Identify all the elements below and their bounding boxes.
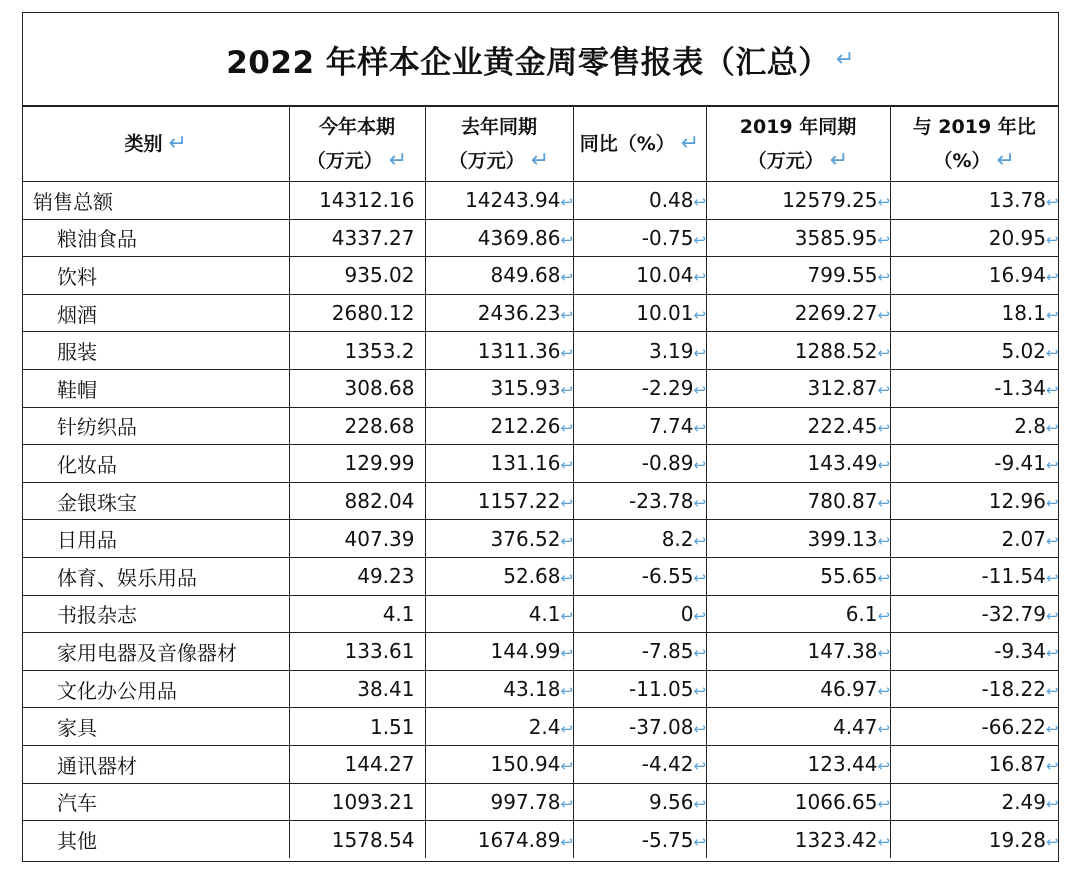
cell-cur: 882.04 [289,482,425,520]
cell-mark-icon: ↩ [560,418,574,437]
cell-mark-icon: ↩ [560,230,574,249]
table-row [23,670,1058,708]
table-row [23,783,1058,821]
cell-mark-icon: ↩ [877,456,891,475]
cell-mark-icon: ↩ [693,381,707,400]
report-frame [22,12,1059,862]
cell-vs2019: 18.1↩ [890,294,1058,332]
cell-mark-icon: ↩ [877,569,891,588]
cell-yoy: -0.75↩ [573,219,706,257]
row-category: 书报杂志 [23,595,289,633]
cell-cur: 49.23 [289,557,425,595]
cell-mark-icon: ↩ [1046,644,1059,663]
row-category: 通讯器材 [23,745,289,783]
cell-yoy: -7.85↩ [573,633,706,671]
cell-mark-icon: ↩ [560,794,574,813]
cell-vs2019: 16.94↩ [890,257,1058,295]
cell-y2019: 1323.42↩ [706,821,890,859]
paragraph-mark-icon: ↵ [388,148,408,173]
cell-mark-icon: ↩ [877,606,891,625]
cell-cur: 4337.27 [289,219,425,257]
cell-mark-icon: ↩ [1046,381,1059,400]
cell-y2019: 780.87↩ [706,482,890,520]
cell-mark-icon: ↩ [560,832,574,851]
header-vs-2019: 与 2019 年比 （%） ↵ [890,107,1058,182]
cell-mark-icon: ↩ [693,719,707,738]
table-row [23,332,1058,370]
cell-mark-icon: ↩ [1046,757,1059,776]
cell-y2019: 1066.65↩ [706,783,890,821]
cell-mark-icon: ↩ [693,418,707,437]
row-category: 饮料 [23,257,289,295]
cell-mark-icon: ↩ [560,494,574,513]
table-row [23,482,1058,520]
cell-mark-icon: ↩ [877,494,891,513]
cell-cur: 1578.54 [289,821,425,859]
cell-mark-icon: ↩ [877,343,891,362]
cell-yoy: 10.01↩ [573,294,706,332]
cell-mark-icon: ↩ [1046,343,1059,362]
cell-mark-icon: ↩ [560,757,574,776]
cell-cur: 144.27 [289,745,425,783]
cell-mark-icon: ↩ [693,306,707,325]
row-category: 日用品 [23,520,289,558]
cell-last: 1157.22↩ [425,482,573,520]
cell-vs2019: 2.49↩ [890,783,1058,821]
header-category: 类别 ↵ [23,107,289,182]
header-row [23,107,1058,182]
cell-mark-icon: ↩ [560,682,574,701]
cell-last: 4.1↩ [425,595,573,633]
cell-last: 4369.86↩ [425,219,573,257]
report-title: 2022 年样本企业黄金周零售报表（汇总） [226,44,830,81]
cell-cur: 2680.12 [289,294,425,332]
cell-mark-icon: ↩ [1046,494,1059,513]
cell-y2019: 799.55↩ [706,257,890,295]
row-category: 文化办公用品 [23,670,289,708]
paragraph-mark-icon: ↵ [829,148,849,173]
cell-mark-icon: ↩ [693,343,707,362]
table-row [23,557,1058,595]
cell-yoy: 7.74↩ [573,407,706,445]
cell-mark-icon: ↩ [693,644,707,663]
table-row [23,257,1058,295]
cell-vs2019: 13.78↩ [890,182,1058,220]
cell-y2019: 6.1↩ [706,595,890,633]
cell-y2019: 147.38↩ [706,633,890,671]
cell-yoy: -2.29↩ [573,369,706,407]
cell-cur: 38.41 [289,670,425,708]
cell-mark-icon: ↩ [693,832,707,851]
cell-mark-icon: ↩ [1046,306,1059,325]
cell-y2019: 399.13↩ [706,520,890,558]
header-yoy: 同比（%） ↵ [573,107,706,182]
cell-mark-icon: ↩ [1046,719,1059,738]
header-last-year: 去年同期 （万元） ↵ [425,107,573,182]
cell-vs2019: 20.95↩ [890,219,1058,257]
cell-cur: 133.61 [289,633,425,671]
row-category: 家具 [23,708,289,746]
table-body [23,182,1058,859]
cell-yoy: -37.08↩ [573,708,706,746]
table-row [23,745,1058,783]
cell-vs2019: -66.22↩ [890,708,1058,746]
cell-mark-icon: ↩ [1046,418,1059,437]
cell-vs2019: -32.79↩ [890,595,1058,633]
cell-last: 2.4↩ [425,708,573,746]
cell-mark-icon: ↩ [1046,456,1059,475]
cell-y2019: 1288.52↩ [706,332,890,370]
cell-mark-icon: ↩ [877,644,891,663]
cell-yoy: 3.19↩ [573,332,706,370]
cell-mark-icon: ↩ [877,381,891,400]
cell-cur: 1353.2 [289,332,425,370]
cell-mark-icon: ↩ [560,381,574,400]
table-row [23,182,1058,220]
paragraph-mark-icon: ↵ [530,148,550,173]
row-category: 销售总额 [23,182,289,220]
retail-table [23,106,1058,858]
cell-mark-icon: ↩ [877,268,891,287]
cell-last: 131.16↩ [425,445,573,483]
cell-mark-icon: ↩ [560,343,574,362]
cell-mark-icon: ↩ [693,569,707,588]
table-row [23,821,1058,859]
cell-y2019: 4.47↩ [706,708,890,746]
table-row [23,294,1058,332]
cell-mark-icon: ↩ [877,794,891,813]
row-category: 金银珠宝 [23,482,289,520]
cell-mark-icon: ↩ [693,268,707,287]
cell-yoy: -5.75↩ [573,821,706,859]
cell-y2019: 143.49↩ [706,445,890,483]
cell-mark-icon: ↩ [693,230,707,249]
table-row [23,369,1058,407]
cell-mark-icon: ↩ [877,719,891,738]
cell-vs2019: 5.02↩ [890,332,1058,370]
cell-last: 43.18↩ [425,670,573,708]
cell-mark-icon: ↩ [693,494,707,513]
cell-last: 376.52↩ [425,520,573,558]
cell-mark-icon: ↩ [560,268,574,287]
cell-cur: 1.51 [289,708,425,746]
cell-last: 52.68↩ [425,557,573,595]
row-category: 烟酒 [23,294,289,332]
cell-yoy: 0↩ [573,595,706,633]
cell-last: 144.99↩ [425,633,573,671]
row-category: 化妆品 [23,445,289,483]
cell-y2019: 2269.27↩ [706,294,890,332]
cell-vs2019: -9.41↩ [890,445,1058,483]
cell-last: 1674.89↩ [425,821,573,859]
cell-mark-icon: ↩ [693,794,707,813]
cell-mark-icon: ↩ [877,418,891,437]
table-row [23,407,1058,445]
cell-vs2019: 12.96↩ [890,482,1058,520]
cell-last: 2436.23↩ [425,294,573,332]
cell-last: 315.93↩ [425,369,573,407]
cell-yoy: 9.56↩ [573,783,706,821]
cell-mark-icon: ↩ [1046,230,1059,249]
cell-y2019: 12579.25↩ [706,182,890,220]
cell-y2019: 55.65↩ [706,557,890,595]
row-category: 体育、娱乐用品 [23,557,289,595]
cell-yoy: -0.89↩ [573,445,706,483]
cell-mark-icon: ↩ [560,719,574,738]
cell-mark-icon: ↩ [1046,268,1059,287]
cell-y2019: 222.45↩ [706,407,890,445]
cell-mark-icon: ↩ [1046,531,1059,550]
cell-vs2019: 16.87↩ [890,745,1058,783]
cell-y2019: 46.97↩ [706,670,890,708]
cell-mark-icon: ↩ [693,757,707,776]
report-title-bar [23,13,1058,106]
cell-vs2019: -1.34↩ [890,369,1058,407]
cell-mark-icon: ↩ [1046,682,1059,701]
cell-mark-icon: ↩ [877,682,891,701]
cell-mark-icon: ↩ [1046,569,1059,588]
cell-mark-icon: ↩ [560,569,574,588]
cell-mark-icon: ↩ [693,456,707,475]
cell-mark-icon: ↩ [693,606,707,625]
cell-yoy: -23.78↩ [573,482,706,520]
cell-last: 1311.36↩ [425,332,573,370]
cell-mark-icon: ↩ [693,682,707,701]
cell-mark-icon: ↩ [877,306,891,325]
header-2019: 2019 年同期 （万元） ↵ [706,107,890,182]
cell-cur: 4.1 [289,595,425,633]
cell-last: 150.94↩ [425,745,573,783]
cell-mark-icon: ↩ [877,230,891,249]
cell-yoy: -11.05↩ [573,670,706,708]
cell-mark-icon: ↩ [1046,606,1059,625]
row-category: 家用电器及音像器材 [23,633,289,671]
table-row [23,633,1058,671]
cell-mark-icon: ↩ [560,193,574,212]
cell-vs2019: 19.28↩ [890,821,1058,859]
table-row [23,219,1058,257]
paragraph-mark-icon: ↵ [168,131,187,156]
row-category: 针纺织品 [23,407,289,445]
cell-mark-icon: ↩ [560,531,574,550]
cell-yoy: -4.42↩ [573,745,706,783]
cell-cur: 129.99 [289,445,425,483]
table-row [23,445,1058,483]
cell-cur: 14312.16 [289,182,425,220]
cell-yoy: 0.48↩ [573,182,706,220]
cell-mark-icon: ↩ [693,193,707,212]
cell-cur: 308.68 [289,369,425,407]
cell-mark-icon: ↩ [877,193,891,212]
row-category: 鞋帽 [23,369,289,407]
cell-vs2019: -11.54↩ [890,557,1058,595]
cell-mark-icon: ↩ [693,531,707,550]
cell-mark-icon: ↩ [1046,193,1059,212]
cell-cur: 935.02 [289,257,425,295]
cell-last: 849.68↩ [425,257,573,295]
cell-y2019: 123.44↩ [706,745,890,783]
cell-vs2019: -9.34↩ [890,633,1058,671]
cell-yoy: -6.55↩ [573,557,706,595]
cell-cur: 407.39 [289,520,425,558]
cell-mark-icon: ↩ [877,757,891,776]
cell-vs2019: -18.22↩ [890,670,1058,708]
table-row [23,520,1058,558]
cell-yoy: 8.2↩ [573,520,706,558]
cell-cur: 1093.21 [289,783,425,821]
paragraph-mark-icon: ↵ [996,148,1015,173]
cell-last: 212.26↩ [425,407,573,445]
cell-mark-icon: ↩ [1046,832,1059,851]
cell-vs2019: 2.8↩ [890,407,1058,445]
paragraph-mark-icon: ↵ [680,131,700,156]
cell-mark-icon: ↩ [560,306,574,325]
cell-mark-icon: ↩ [560,644,574,663]
cell-y2019: 3585.95↩ [706,219,890,257]
row-category: 其他 [23,821,289,859]
row-category: 服装 [23,332,289,370]
cell-y2019: 312.87↩ [706,369,890,407]
cell-last: 997.78↩ [425,783,573,821]
cell-mark-icon: ↩ [877,832,891,851]
table-row [23,595,1058,633]
row-category: 粮油食品 [23,219,289,257]
cell-last: 14243.94↩ [425,182,573,220]
cell-vs2019: 2.07↩ [890,520,1058,558]
cell-mark-icon: ↩ [877,531,891,550]
cell-mark-icon: ↩ [560,606,574,625]
row-category: 汽车 [23,783,289,821]
table-row [23,708,1058,746]
cell-mark-icon: ↩ [560,456,574,475]
cell-cur: 228.68 [289,407,425,445]
paragraph-mark-icon: ↵ [835,46,855,72]
cell-yoy: 10.04↩ [573,257,706,295]
header-current: 今年本期 （万元） ↵ [289,107,425,182]
cell-mark-icon: ↩ [1046,794,1059,813]
